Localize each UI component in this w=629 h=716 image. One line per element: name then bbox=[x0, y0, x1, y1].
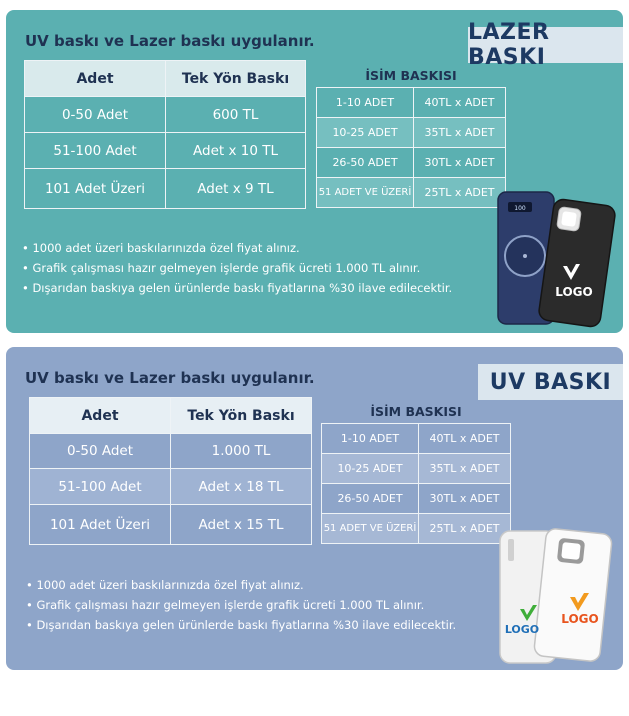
qty-cell: 101 Adet Üzeri bbox=[30, 505, 171, 545]
table-row bbox=[322, 454, 511, 484]
note-item: • Grafik çalışması hazır gelmeyen işlerde grafik ücreti 1.000 TL alınır. bbox=[26, 595, 456, 615]
uv-powerbank-image bbox=[496, 527, 623, 667]
table-row bbox=[30, 505, 312, 545]
table-row bbox=[317, 178, 506, 208]
table-row bbox=[30, 469, 312, 505]
table-row bbox=[322, 514, 511, 544]
price-cell: 1.000 TL bbox=[171, 434, 312, 469]
logo-text: LOGO bbox=[555, 285, 593, 299]
uv-baski-panel bbox=[6, 347, 623, 670]
lazer-powerbank-image bbox=[494, 186, 622, 331]
uv-notes bbox=[26, 575, 456, 635]
range-cell: 10-25 ADET bbox=[322, 454, 419, 484]
table-row bbox=[30, 434, 312, 469]
lazer-tag: LAZER BASKI bbox=[468, 27, 623, 63]
table-row bbox=[317, 148, 506, 178]
uv-isim-title: İSİM BASKISI bbox=[370, 404, 462, 419]
uv-heading: UV baskı ve Lazer baskı uygulanır. bbox=[25, 369, 315, 387]
qty-cell: 0-50 Adet bbox=[30, 434, 171, 469]
price-cell: 30TL x ADET bbox=[419, 484, 511, 514]
col-header-tek-yon: Tek Yön Baskı bbox=[171, 398, 312, 434]
table-row bbox=[317, 118, 506, 148]
price-cell: 25TL x ADET bbox=[419, 514, 511, 544]
price-cell: Adet x 9 TL bbox=[166, 169, 306, 209]
note-item: • Dışarıdan baskıya gelen ürünlerde baskı fiyatlarına %30 ilave edilecektir. bbox=[22, 278, 452, 298]
lazer-notes bbox=[22, 238, 452, 298]
qty-cell: 0-50 Adet bbox=[25, 97, 166, 133]
range-cell: 51 ADET VE ÜZERİ bbox=[322, 514, 419, 544]
range-cell: 51 ADET VE ÜZERİ bbox=[317, 178, 414, 208]
col-header-adet: Adet bbox=[30, 398, 171, 434]
qty-cell: 51-100 Adet bbox=[30, 469, 171, 505]
range-cell: 1-10 ADET bbox=[322, 424, 419, 454]
note-item: • Grafik çalışması hazır gelmeyen işlerde grafik ücreti 1.000 TL alınır. bbox=[22, 258, 452, 278]
qty-cell: 101 Adet Üzeri bbox=[25, 169, 166, 209]
price-cell: 600 TL bbox=[166, 97, 306, 133]
range-cell: 1-10 ADET bbox=[317, 88, 414, 118]
qty-cell: 51-100 Adet bbox=[25, 133, 166, 169]
price-cell: 35TL x ADET bbox=[414, 118, 506, 148]
logo-text: LOGO bbox=[504, 623, 540, 636]
note-item: • 1000 adet üzeri baskılarınızda özel fiyat alınız. bbox=[26, 575, 456, 595]
price-cell: 25TL x ADET bbox=[414, 178, 506, 208]
col-header-tek-yon: Tek Yön Baskı bbox=[166, 61, 306, 97]
price-cell: Adet x 15 TL bbox=[171, 505, 312, 545]
table-row bbox=[322, 424, 511, 454]
price-cell: 40TL x ADET bbox=[419, 424, 511, 454]
range-cell: 26-50 ADET bbox=[322, 484, 419, 514]
price-cell: 40TL x ADET bbox=[414, 88, 506, 118]
uv-tag: UV BASKI bbox=[478, 364, 623, 400]
table-row bbox=[25, 133, 306, 169]
logo-text: LOGO bbox=[561, 612, 599, 626]
note-item: • 1000 adet üzeri baskılarınızda özel fiyat alınız. bbox=[22, 238, 452, 258]
table-row bbox=[322, 484, 511, 514]
table-row bbox=[317, 88, 506, 118]
range-cell: 26-50 ADET bbox=[317, 148, 414, 178]
table-row bbox=[25, 97, 306, 133]
lazer-heading: UV baskı ve Lazer baskı uygulanır. bbox=[25, 32, 315, 50]
price-cell: Adet x 18 TL bbox=[171, 469, 312, 505]
table-row bbox=[25, 169, 306, 209]
screen-readout: 100 bbox=[514, 205, 526, 212]
price-cell: 35TL x ADET bbox=[419, 454, 511, 484]
lazer-price-table bbox=[24, 60, 306, 209]
lazer-isim-table bbox=[316, 87, 506, 208]
lazer-isim-title: İSİM BASKISI bbox=[365, 68, 457, 83]
col-header-adet: Adet bbox=[25, 61, 166, 97]
note-item: • Dışarıdan baskıya gelen ürünlerde baskı fiyatlarına %30 ilave edilecektir. bbox=[26, 615, 456, 635]
range-cell: 10-25 ADET bbox=[317, 118, 414, 148]
price-cell: Adet x 10 TL bbox=[166, 133, 306, 169]
uv-isim-table bbox=[321, 423, 511, 544]
price-cell: 30TL x ADET bbox=[414, 148, 506, 178]
lazer-baski-panel bbox=[6, 10, 623, 333]
uv-price-table bbox=[29, 397, 312, 545]
